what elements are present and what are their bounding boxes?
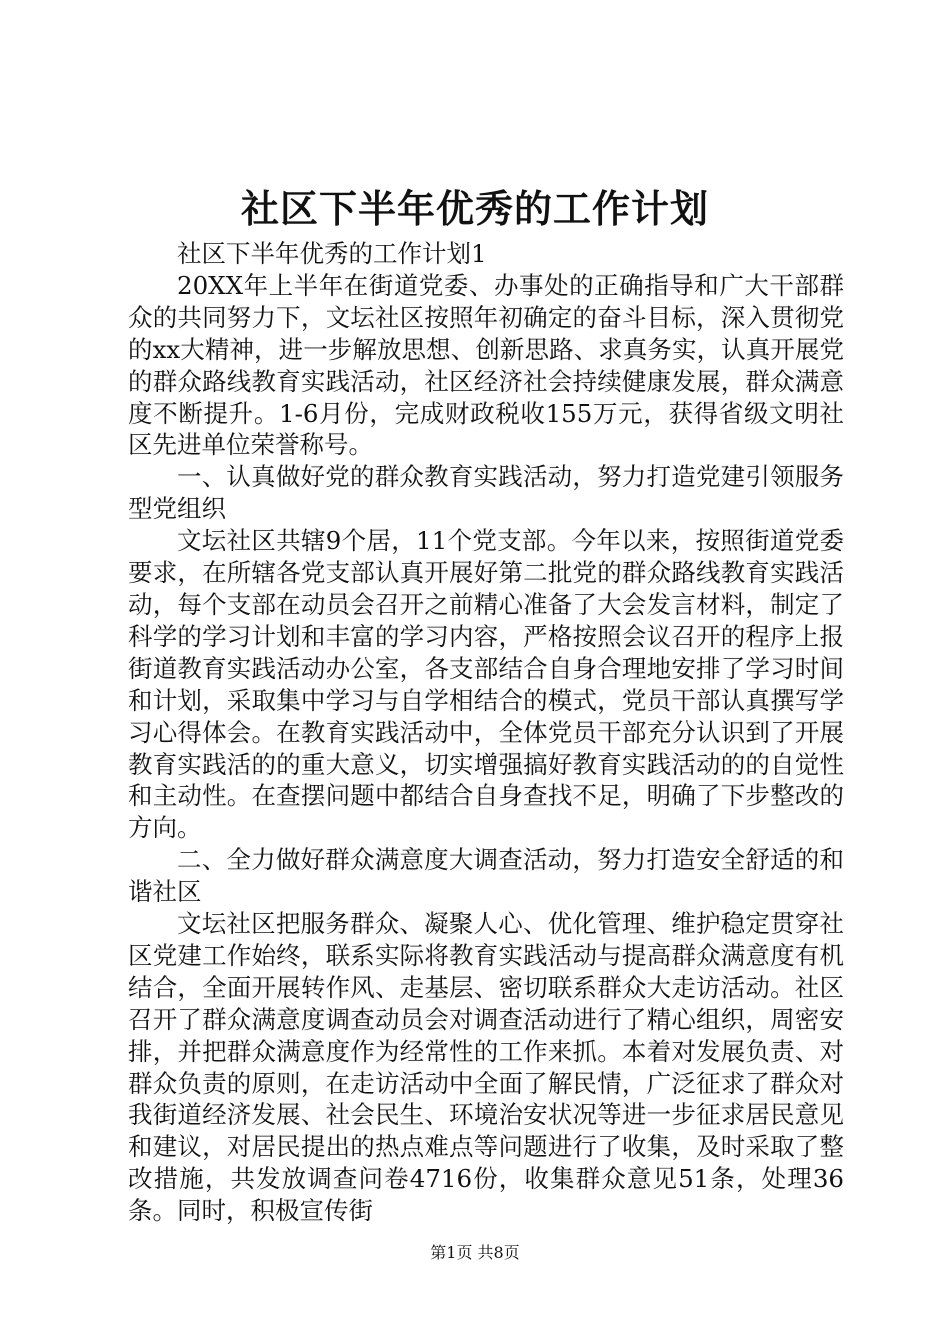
section-paragraph-1: 文坛社区共辖9个居，11个党支部。今年以来，按照街道党委要求，在所辖各党支部认真开展好第二批党的群众路线教育实践活动，每个支部在动员会召开之前精心准备了大会发言材料，制定了科学的学习计划和丰富的学习内容，严格按照会议召开的程序上报街道教育实践活动办公室，各支部结合自身合理地安排了学习时间和计划，采取集中学习与自学相结合的模式，党员干部认真撰写学习心得体会。在教育实践活动中，全体党员干部充分认识到了开展教育实践活的的重大意义，切实增强搞好教育实践活动的的自觉性和主动性。在查摆问题中都结合自身查找不足，明确了下步整改的方向。: [128, 526, 844, 843]
intro-paragraph: 20XX年上半年在街道党委、办事处的正确指导和广大干部群众的共同努力下，文坛社区按照年初确定的奋斗目标，深入贯彻党的xx大精神，进一步解放思想、创新思路、求真务实，认真开展党的群众路线教育实践活动，社区经济社会持续健康发展，群众满意度不断提升。1-6月份，完成财政税收155万元，获得省级文明社区先进单位荣誉称号。: [128, 270, 844, 460]
section-paragraph-2: 文坛社区把服务群众、凝聚人心、优化管理、维护稳定贯穿社区党建工作始终，联系实际将教育实践活动与提高群众满意度有机结合，全面开展转作风、走基层、密切联系群众大走访活动。社区召开了群众满意度调查动员会对调查活动进行了精心组织，周密安排，并把群众满意度作为经常性的工作来抓。本着对发展负责、对群众负责的原则，在走访活动中全面了解民情，广泛征求了群众对我街道经济发展、社会民生、环境治安状况等进一步征求居民意见和建议，对居民提出的热点难点等问题进行了收集，及时采取了整改措施，共发放调查问卷4716份，收集群众意见51条，处理36条。同时，积极宣传街: [128, 909, 844, 1226]
subtitle-paragraph: 社区下半年优秀的工作计划1: [177, 239, 487, 268]
section-heading-1: 一、认真做好党的群众教育实践活动，努力打造党建引领服务型党组织: [128, 462, 844, 524]
section-heading-2: 二、全力做好群众满意度大调查活动，努力打造安全舒适的和谐社区: [128, 845, 844, 907]
page-footer: 第1页 共8页: [430, 1243, 520, 1262]
document-body: [128, 238, 844, 1227]
page-title: 社区下半年优秀的工作计划: [240, 186, 709, 231]
